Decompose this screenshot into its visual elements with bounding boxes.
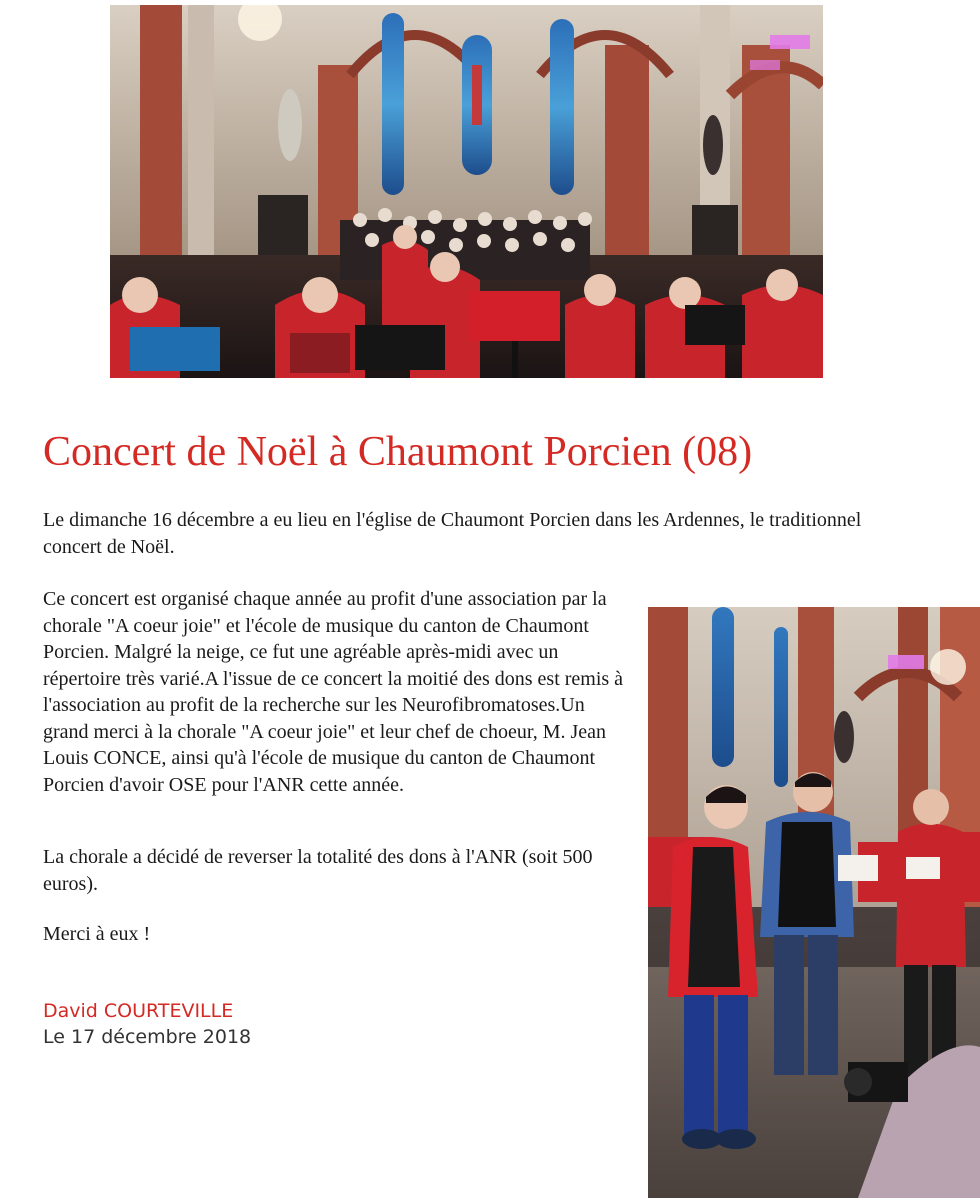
- signature-block: [43, 998, 251, 1050]
- paragraph-thanks: Merci à eux !: [43, 923, 151, 945]
- paragraph-donation: La chorale a décidé de reverser la totalité des dons à l'ANR (soit 500 euros).: [43, 846, 593, 895]
- publication-date: Le 17 décembre 2018: [43, 1026, 252, 1048]
- author-name: David COURTEVILLE: [43, 1000, 234, 1022]
- concert-photo-speakers: [648, 607, 980, 1198]
- paragraph-intro: Le dimanche 16 décembre a eu lieu en l'église de Chaumont Porcien dans les Ardennes, le traditionnel concert de Noël.: [43, 509, 862, 558]
- paragraph-body: Ce concert est organisé chaque année au profit d'une association par la chorale "A coeur joie" et l'école de musique du canton de Chaumont Porcien. Malgré la neige, ce fut une agréable après-midi avec un répertoire très varié.A l'issue de ce concert la moitié des dons est remis à l'association au profit de la recherche sur les Neurofibromatoses.Un grand merci à la chorale "A coeur joie" et leur chef de choeur, M. Jean Louis CONCE, ainsi qu'à l'école de musique du canton de Chaumont Porcien d'avoir OSE pour l'ANR cette année.: [43, 588, 624, 796]
- concert-photo-choir-orchestra: [110, 5, 823, 378]
- article-title: Concert de Noël à Chaumont Porcien (08): [43, 429, 753, 475]
